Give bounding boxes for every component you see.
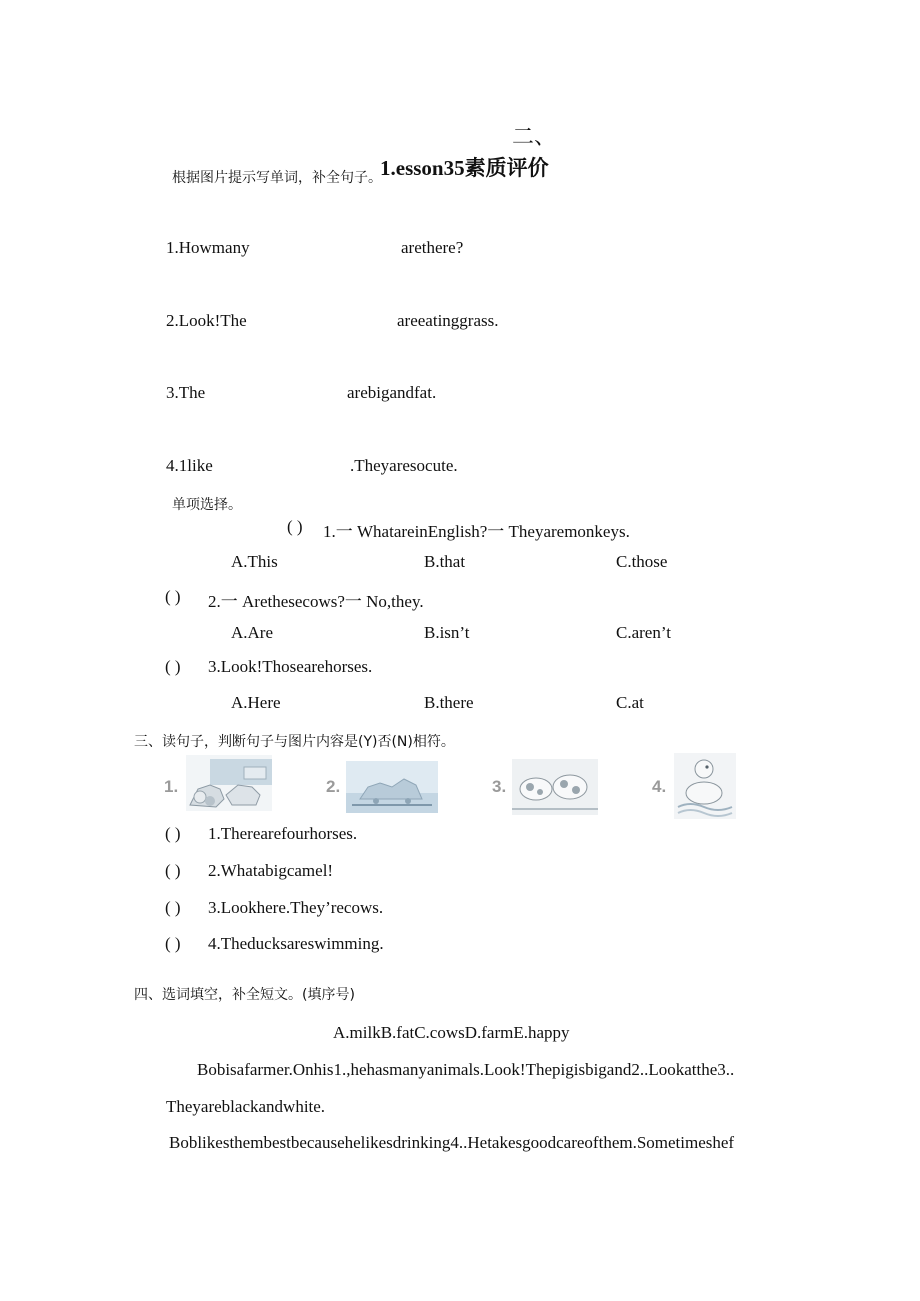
choice-q3-option-a: A.Here (231, 693, 281, 712)
picture-2-number: 2. (326, 777, 341, 796)
picture-1-number: 1. (164, 777, 179, 796)
fill-item-1-after: arethere? (401, 238, 464, 257)
picture-4 (652, 755, 738, 817)
fill-item-1-before: 1.Howmany (166, 238, 250, 257)
horses-picture-icon (186, 755, 272, 811)
passage-line-2: Theyareblackandwhite. (166, 1097, 326, 1116)
choice-q1-option-b: B.that (424, 552, 466, 571)
judge-q4-text: 4.Theducksareswimming. (208, 934, 384, 953)
judge-q3-paren: ( ) (165, 898, 181, 917)
choice-q2-option-b: B.isn’t (424, 623, 470, 642)
picture-1 (164, 755, 274, 817)
choice-q2-paren: ( ) (165, 587, 181, 606)
fill-item-4-before: 4.1like (166, 456, 213, 475)
choice-q1-paren: ( ) (287, 517, 303, 536)
passage-line-1: Bobisafarmer.Onhis1.,hehasmanyanimals.Look!Thepigisbigand2..Lookatthe3.. (197, 1060, 735, 1079)
choice-q3-option-b: B.there (424, 693, 474, 712)
fill-item-3-before: 3.The (166, 383, 206, 402)
choice-q2-option-a: A.Are (231, 623, 274, 642)
choice-q3-paren: ( ) (165, 657, 181, 676)
fill-item-3-after: arebigandfat. (347, 383, 437, 402)
judge-q3-text: 3.Lookhere.They’recows. (208, 898, 384, 917)
word-bank: A.milkB.fatC.cowsD.farmE.happy (333, 1023, 570, 1042)
judge-q2-text: 2.Whatabigcamel! (208, 861, 334, 880)
choice-q3-stem: 3.Look!Thosearehorses. (208, 657, 373, 676)
passage-line-3: Boblikesthembestbecausehelikesdrinking4..Hetakesgoodcareofthem.Sometimeshef (169, 1133, 735, 1152)
page-title: 1.esson35素质评价 (380, 156, 549, 180)
camel-picture-icon (346, 761, 438, 813)
section3-heading: 三、读句子，判断句子与图片内容是(Y)否(N)相符。 (134, 734, 455, 750)
choice-q1-option-c: C.those (616, 552, 668, 571)
section-mark: 二、 (512, 124, 557, 149)
picture-3 (492, 755, 602, 817)
fill-item-2-before: 2.Look!The (166, 311, 247, 330)
cows-picture-icon (512, 759, 598, 815)
section4-heading: 四、选词填空，补全短文。(填序号) (134, 987, 355, 1003)
choice-q3-option-c: C.at (616, 693, 644, 712)
picture-2 (326, 755, 442, 817)
section2-instruction: 单项选择。 (172, 497, 242, 513)
duck-picture-icon (674, 753, 736, 819)
fill-item-2-after: areeatinggrass. (397, 311, 499, 330)
picture-3-number: 3. (492, 777, 507, 796)
choice-q1-stem: 1.一 WhatareinEnglish?一 Theyaremonkeys. (323, 522, 630, 541)
choice-q2-option-c: C.aren’t (616, 623, 671, 642)
judge-q4-paren: ( ) (165, 934, 181, 953)
choice-q2-stem: 2.一 Arethesecows?一 No,they. (208, 592, 424, 611)
fill-item-4-after: .Theyaresocute. (350, 456, 458, 475)
picture-4-number: 4. (652, 777, 667, 796)
judge-q1-paren: ( ) (165, 824, 181, 843)
section1-instruction: 根据图片提示写单词，补全句子。 (172, 170, 382, 186)
judge-q2-paren: ( ) (165, 861, 181, 880)
judge-q1-text: 1.Therearefourhorses. (208, 824, 358, 843)
choice-q1-option-a: A.This (231, 552, 278, 571)
